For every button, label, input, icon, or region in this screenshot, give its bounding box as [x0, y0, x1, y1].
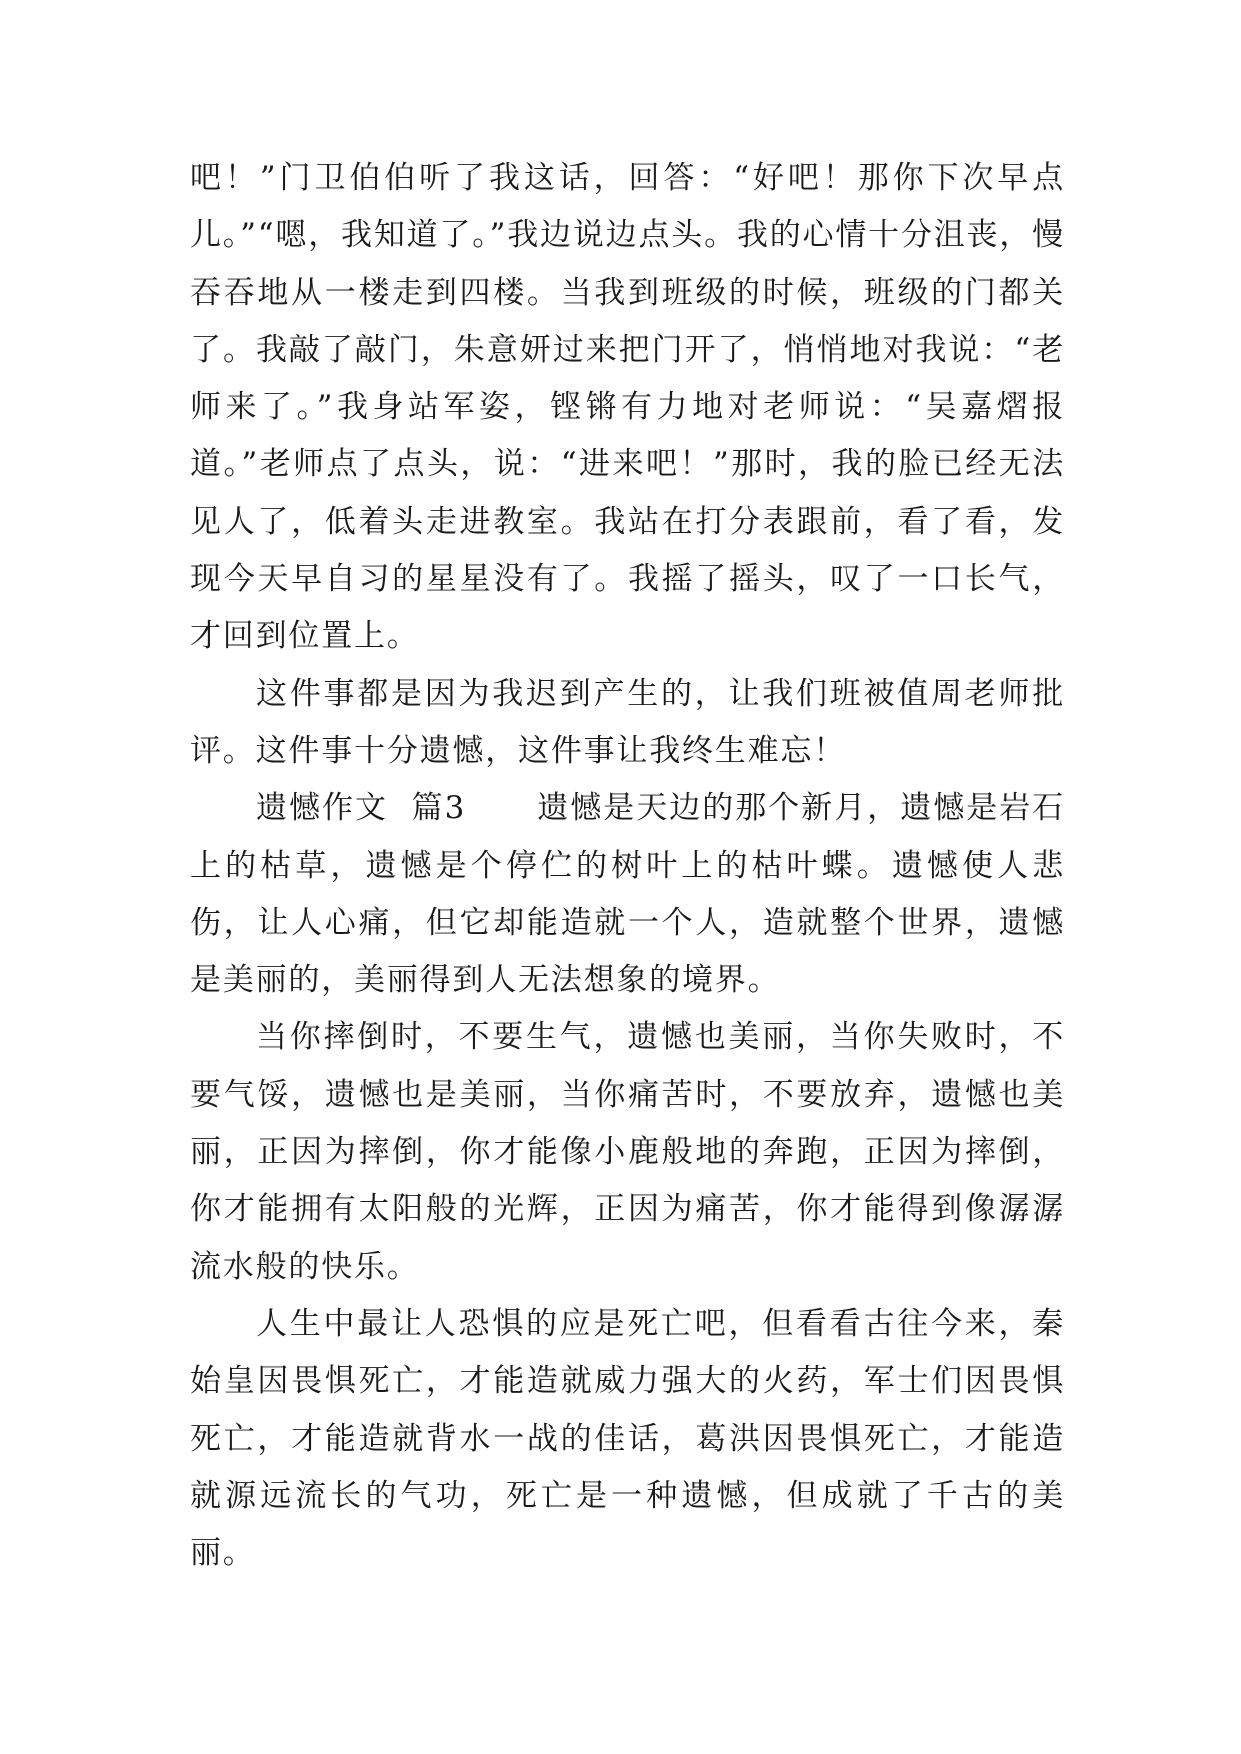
paragraph-3 [190, 780, 1065, 1009]
paragraph-2: 这件事都是因为我迟到产生的，让我们班被值周老师批评。这件事十分遗憾，这件事让我终生难忘！ [190, 675, 1065, 769]
section-heading: 遗憾作文 篇3 [256, 790, 467, 827]
document-body [190, 150, 1065, 1582]
heading-gap [466, 790, 537, 826]
paragraph-4: 当你摔倒时，不要生气，遗憾也美丽，当你失败时，不要气馁，遗憾也是美丽，当你痛苦时，不要放弃，遗憾也美丽，正因为摔倒，你才能像小鹿般地的奔跑，正因为摔倒，你才能拥有太阳般的光辉，正因为痛苦，你才能得到像潺潺流水般的快乐。 [190, 1019, 1065, 1285]
paragraph-3-text: 遗憾是天边的那个新月，遗憾是岩石上的枯草，遗憾是个停伫的树叶上的枯叶蝶。遗憾使人悲伤，让人心痛，但它却能造就一个人，造就整个世界，遗憾是美丽的，美丽得到人无法想象的境界。 [190, 790, 1065, 999]
paragraph-1: 吧！”门卫伯伯听了我这话，回答：“好吧！那你下次早点儿。”“嗯，我知道了。”我边说边点头。我的心情十分沮丧，慢吞吞地从一楼走到四楼。当我到班级的时候，班级的门都关了。我敲了敲门，朱意妍过来把门开了，悄悄地对我说：“老师来了。”我身站军姿，铿锵有力地对老师说：“吴嘉熠报道。”老师点了点头，说：“进来吧！”那时，我的脸已经无法见人了，低着头走进教室。我站在打分表跟前，看了看，发现今天早自习的星星没有了。我摇了摇头，叹了一口长气，才回到位置上。 [190, 160, 1065, 655]
paragraph-5: 人生中最让人恐惧的应是死亡吧，但看看古往今来，秦始皇因畏惧死亡，才能造就威力强大的火药，军士们因畏惧死亡，才能造就背水一战的佳话，葛洪因畏惧死亡，才能造就源远流长的气功，死亡是一种遗憾，但成就了千古的美丽。 [190, 1305, 1065, 1572]
